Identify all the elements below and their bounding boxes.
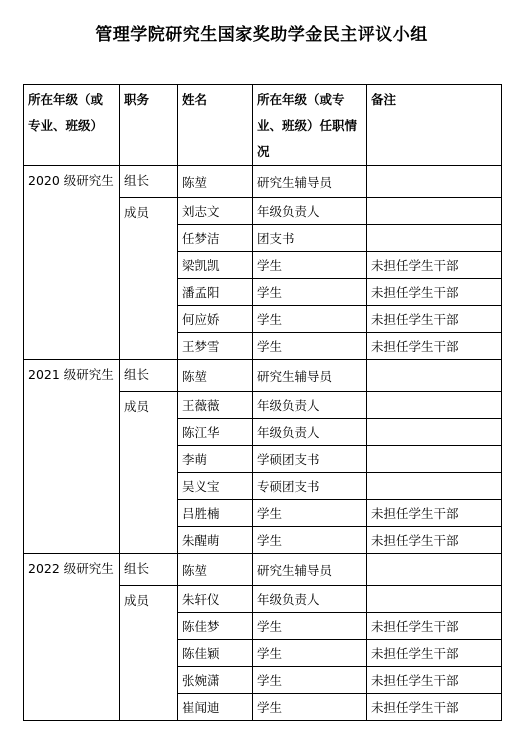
position-cell: 学生 (253, 640, 367, 667)
name-cell: 陈佳梦 (178, 613, 253, 640)
position-cell: 学生 (253, 252, 367, 279)
position-cell: 学生 (253, 527, 367, 554)
role-cell-leader: 组长 (120, 166, 178, 198)
role-cell-member: 成员 (120, 198, 178, 360)
table-body (24, 166, 502, 721)
table-row (24, 360, 502, 392)
name-cell: 潘孟阳 (178, 279, 253, 306)
note-cell (367, 419, 502, 446)
name-cell: 李萌 (178, 446, 253, 473)
note-cell (367, 473, 502, 500)
name-cell: 何应娇 (178, 306, 253, 333)
grade-cell: 2020 级研究生 (24, 166, 120, 360)
note-cell: 未担任学生干部 (367, 667, 502, 694)
position-cell: 学生 (253, 694, 367, 721)
position-cell: 学生 (253, 306, 367, 333)
note-cell: 未担任学生干部 (367, 333, 502, 360)
header-note: 备注 (367, 85, 502, 166)
name-cell: 朱醒萌 (178, 527, 253, 554)
note-cell (367, 198, 502, 225)
name-cell: 刘志文 (178, 198, 253, 225)
name-cell: 王梦雪 (178, 333, 253, 360)
role-cell-leader: 组长 (120, 360, 178, 392)
position-cell: 学生 (253, 613, 367, 640)
header-grade: 所在年级（或专业、班级） (24, 85, 120, 166)
note-cell: 未担任学生干部 (367, 500, 502, 527)
position-cell: 学生 (253, 500, 367, 527)
position-cell: 年级负责人 (253, 392, 367, 419)
position-cell: 团支书 (253, 225, 367, 252)
name-cell: 崔闻迪 (178, 694, 253, 721)
note-cell: 未担任学生干部 (367, 252, 502, 279)
committee-table (23, 84, 502, 721)
position-cell: 学生 (253, 667, 367, 694)
position-cell: 研究生辅导员 (253, 554, 367, 586)
note-cell: 未担任学生干部 (367, 306, 502, 333)
position-cell: 学生 (253, 333, 367, 360)
position-cell: 学硕团支书 (253, 446, 367, 473)
position-cell: 研究生辅导员 (253, 166, 367, 198)
name-cell: 陈佳颖 (178, 640, 253, 667)
header-name: 姓名 (178, 85, 253, 166)
header-role: 职务 (120, 85, 178, 166)
name-cell: 陈堃 (178, 166, 253, 198)
note-cell (367, 360, 502, 392)
note-cell (367, 392, 502, 419)
note-cell (367, 554, 502, 586)
page-title: 管理学院研究生国家奖助学金民主评议小组 (95, 25, 428, 45)
name-cell: 张婉潇 (178, 667, 253, 694)
header-position: 所在年级（或专业、班级）任职情况 (253, 85, 367, 166)
table-row (24, 554, 502, 586)
grade-cell: 2022 级研究生 (24, 554, 120, 721)
note-cell: 未担任学生干部 (367, 640, 502, 667)
name-cell: 吴义宝 (178, 473, 253, 500)
note-cell: 未担任学生干部 (367, 694, 502, 721)
position-cell: 学生 (253, 279, 367, 306)
position-cell: 年级负责人 (253, 198, 367, 225)
table-row (24, 166, 502, 198)
grade-cell: 2021 级研究生 (24, 360, 120, 554)
note-cell (367, 166, 502, 198)
name-cell: 王薇薇 (178, 392, 253, 419)
note-cell: 未担任学生干部 (367, 279, 502, 306)
role-cell-member: 成员 (120, 392, 178, 554)
name-cell: 朱轩仪 (178, 586, 253, 613)
position-cell: 年级负责人 (253, 419, 367, 446)
name-cell: 任梦洁 (178, 225, 253, 252)
name-cell: 陈堃 (178, 554, 253, 586)
table-header-row (24, 85, 502, 166)
name-cell: 陈堃 (178, 360, 253, 392)
note-cell (367, 586, 502, 613)
position-cell: 研究生辅导员 (253, 360, 367, 392)
name-cell: 陈江华 (178, 419, 253, 446)
role-cell-member: 成员 (120, 586, 178, 721)
name-cell: 吕胜楠 (178, 500, 253, 527)
note-cell: 未担任学生干部 (367, 527, 502, 554)
role-cell-leader: 组长 (120, 554, 178, 586)
position-cell: 年级负责人 (253, 586, 367, 613)
name-cell: 梁凯凯 (178, 252, 253, 279)
position-cell: 专硕团支书 (253, 473, 367, 500)
note-cell (367, 446, 502, 473)
note-cell (367, 225, 502, 252)
note-cell: 未担任学生干部 (367, 613, 502, 640)
